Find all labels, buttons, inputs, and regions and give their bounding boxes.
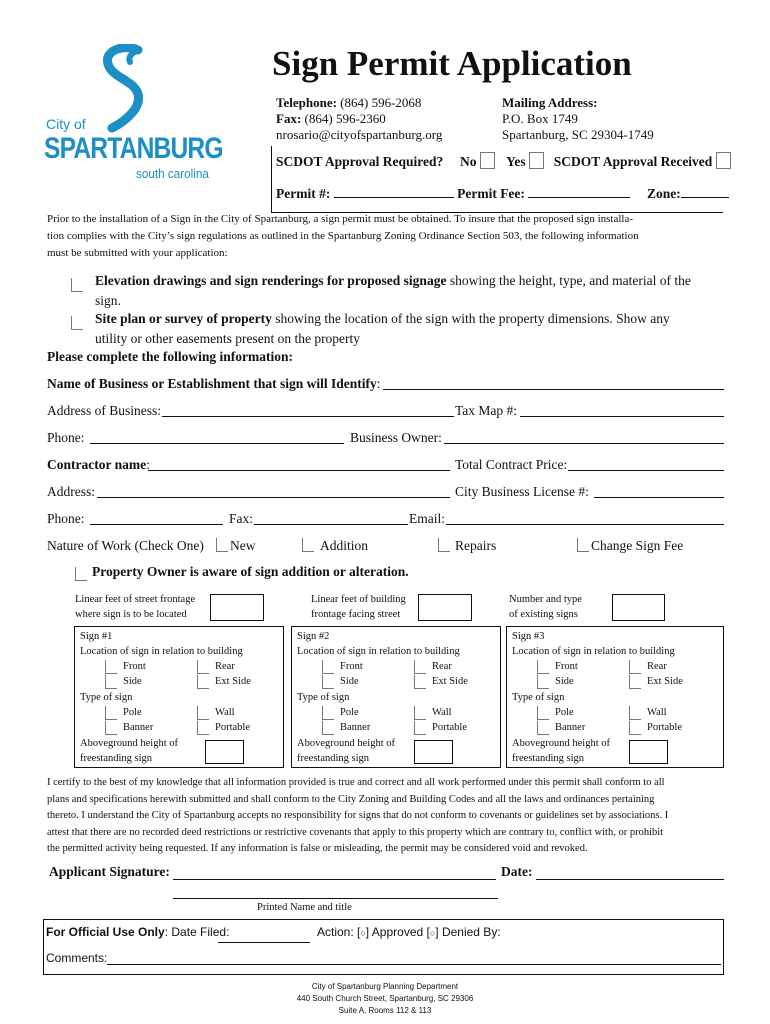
requirement-text: showing the height, type, and material of the [446, 273, 691, 288]
intro-paragraph [47, 211, 639, 262]
nature-change-label: Change Sign Fee [591, 538, 684, 553]
action-row [317, 925, 501, 939]
applicant-signature-field[interactable] [173, 879, 496, 880]
certify-line: attest that there are no recorded deed restrictions or restrictive covenants that apply to this property which are contrary to, conflict with, or prohibit [47, 826, 664, 838]
official-use-row [46, 925, 229, 939]
existing-signs-line: Number and type [509, 594, 582, 605]
sign-height-label: Aboveground height of [80, 738, 178, 749]
sign-wall-label: Wall [215, 707, 235, 718]
sign-height-input[interactable] [629, 740, 668, 764]
phone2-label: Phone: [47, 511, 85, 526]
logo-city-of: City of [46, 116, 86, 132]
building-frontage-line: frontage facing street [311, 609, 401, 620]
date-filed-label: : Date Filed: [164, 925, 230, 939]
colon: : [376, 376, 381, 391]
sign-title: Sign #1 [80, 631, 113, 642]
sign-pole-label: Pole [123, 707, 142, 718]
sign-banner-checkbox[interactable] [322, 721, 334, 735]
street-frontage-line: where sign is to be located [75, 609, 187, 620]
official-use-heading: For Official Use Only [46, 925, 165, 939]
contact-email: nrosario@cityofspartanburg.org [276, 127, 443, 142]
sign-ext-side-label: Ext Side [432, 676, 468, 687]
sign-wall-label: Wall [647, 707, 667, 718]
sign-side-label: Side [340, 676, 359, 687]
footer-line: 440 South Church Street, Spartanburg, SC 29306 [296, 994, 474, 1003]
requirement-text: showing the location of the sign with the property dimensions. Show any [271, 311, 670, 326]
sign-pole-checkbox[interactable] [322, 706, 334, 720]
sign-portable-checkbox[interactable] [197, 721, 209, 735]
denied-label: ] Denied By: [435, 925, 501, 939]
certify-line: thereto. I understand the City of Spartanburg accepts no responsibility for signs that do not conform to covenants or guidelines set by associations. I [47, 810, 669, 821]
swirl-logo-icon [94, 44, 154, 134]
sign-box-1 [74, 626, 284, 768]
nature-repairs-label: Repairs [455, 538, 497, 553]
street-frontage-line: Linear feet of street frontage [75, 594, 196, 605]
scdot-yes-label: Yes [506, 154, 526, 169]
sign-front-label: Front [340, 661, 363, 672]
footer-line: Suite A, Rooms 112 & 113 [338, 1006, 432, 1015]
mailing-line1: P.O. Box 1749 [502, 111, 578, 126]
sign-title: Sign #2 [297, 631, 330, 642]
intro-line: Prior to the installation of a Sign in the City of Spartanburg, a sign permit must be obtained. To insure that the proposed sign installa- [47, 213, 634, 225]
sign-side-label: Side [123, 676, 142, 687]
requirement-elevation [95, 271, 691, 311]
city-business-license-label: City Business License #: [455, 484, 589, 499]
sign-portable-label: Portable [215, 722, 250, 733]
address-label: Address: [47, 484, 95, 499]
sign-portable-label: Portable [432, 722, 467, 733]
logo-south-carolina: south carolina [136, 166, 209, 181]
certify-line: the permitted activity being requested. If any information is false or misleading, the permit may be considered void and revoked. [47, 843, 588, 854]
building-frontage-label [311, 592, 406, 622]
sign-banner-label: Banner [340, 722, 371, 733]
certify-line: plans and specifications herewith submitted and shall conform to the City Zoning and Building Codes and all the laws and ordinances pertaining [47, 793, 655, 805]
action-label: Action: [ [317, 925, 361, 939]
nature-repairs-checkbox[interactable] [438, 538, 450, 552]
phone2-field[interactable] [90, 524, 223, 525]
address-field[interactable] [97, 497, 450, 498]
requirement-siteplan [95, 309, 670, 349]
sign-height-label: Aboveground height of [512, 738, 610, 749]
sign-ext-side-checkbox[interactable] [414, 675, 426, 689]
sign-height-label-2: freestanding sign [80, 753, 153, 764]
sign-height-label: Aboveground height of [297, 738, 395, 749]
owner-aware-checkbox[interactable] [75, 567, 87, 581]
sign-banner-checkbox[interactable] [537, 721, 549, 735]
sign-title: Sign #3 [512, 631, 545, 642]
sign-portable-checkbox[interactable] [414, 721, 426, 735]
sign-location-label: Location of sign in relation to building [512, 646, 675, 657]
sign-type-label: Type of sign [512, 692, 565, 703]
street-frontage-input[interactable] [210, 594, 264, 621]
building-frontage-line: Linear feet of building [311, 594, 406, 605]
nature-new-checkbox[interactable] [216, 538, 228, 552]
tax-map-field[interactable] [520, 416, 724, 417]
nature-addition-checkbox[interactable] [302, 538, 314, 552]
sign-front-label: Front [123, 661, 146, 672]
sign-banner-label: Banner [555, 722, 586, 733]
requirement-elevation-checkbox[interactable] [71, 278, 83, 292]
sign-front-checkbox[interactable] [537, 660, 549, 674]
business-owner-label: Business Owner: [350, 430, 442, 445]
sign-side-checkbox[interactable] [322, 675, 334, 689]
sign-rear-label: Rear [647, 661, 667, 672]
nature-new-label: New [230, 538, 256, 553]
scdot-row [276, 152, 731, 170]
sign-side-label: Side [555, 676, 574, 687]
sign-height-input[interactable] [205, 740, 244, 764]
sign-height-input[interactable] [414, 740, 453, 764]
zone-label: Zone: [647, 186, 681, 201]
building-frontage-input[interactable] [418, 594, 472, 621]
intro-line: must be submitted with your application: [47, 247, 228, 259]
scdot-no-checkbox[interactable] [480, 152, 495, 169]
tax-map-label: Tax Map #: [455, 403, 518, 418]
permit-fee-label: Permit Fee: [457, 186, 525, 201]
sign-type-label: Type of sign [80, 692, 133, 703]
footer-line: City of Spartanburg Planning Department [311, 982, 459, 991]
sign-side-checkbox[interactable] [105, 675, 117, 689]
requirement-siteplan-checkbox[interactable] [71, 316, 83, 330]
total-contract-price-label: Total Contract Price: [455, 457, 568, 472]
scdot-yes-checkbox[interactable] [529, 152, 544, 169]
sign-front-checkbox[interactable] [322, 660, 334, 674]
printed-name-label: Printed Name and title [257, 902, 352, 913]
sign-ext-side-label: Ext Side [647, 676, 683, 687]
sign-portable-checkbox[interactable] [629, 721, 641, 735]
sign-rear-label: Rear [215, 661, 235, 672]
sign-portable-label: Portable [647, 722, 682, 733]
scdot-no-label: No [460, 154, 477, 169]
scdot-question: SCDOT Approval Required? [276, 154, 444, 169]
sign-rear-checkbox[interactable] [414, 660, 426, 674]
denied-radio[interactable]: ○ [429, 928, 436, 938]
sign-box-2 [291, 626, 501, 768]
requirement-bold: Site plan or survey of property [95, 311, 272, 326]
address-of-business-label: Address of Business: [47, 403, 161, 418]
sign-side-checkbox[interactable] [537, 675, 549, 689]
telephone-value: (864) 596-2068 [340, 95, 422, 110]
certify-line: I certify to the best of my knowledge that all information provided is true and correct and all work performed under this permit shall conform to all [47, 777, 665, 788]
city-logo [44, 44, 223, 184]
email-field-label: Email: [409, 511, 445, 526]
nature-addition-label: Addition [320, 538, 369, 553]
date-filed-field[interactable] [218, 942, 310, 943]
printed-name-field[interactable] [173, 898, 498, 899]
zone-field[interactable] [681, 197, 729, 198]
permit-row [276, 186, 729, 202]
existing-signs-line: of existing signs [509, 609, 578, 620]
date-field[interactable] [536, 879, 724, 880]
permit-number-field[interactable] [334, 197, 454, 198]
sign-rear-label: Rear [432, 661, 452, 672]
contractor-name-field[interactable] [148, 470, 450, 471]
sign-front-label: Front [555, 661, 578, 672]
business-name-text: Name of Business or Establishment that sign will Identify [47, 376, 377, 391]
contact-info [276, 95, 442, 143]
sign-banner-label: Banner [123, 722, 154, 733]
sign-ext-side-checkbox[interactable] [197, 675, 209, 689]
page-title: Sign Permit Application [272, 44, 632, 83]
sign-front-checkbox[interactable] [105, 660, 117, 674]
intro-line: tion complies with the City’s sign regulations as outlined in the Spartanburg Zoning Ordinance Section 503, the following information [47, 230, 639, 242]
sign-type-label: Type of sign [297, 692, 350, 703]
date-label: Date: [501, 864, 533, 879]
certification-paragraph [47, 775, 668, 858]
requirement-bold: Elevation drawings and sign renderings for proposed signage [95, 273, 447, 288]
footer [0, 981, 770, 1017]
total-contract-price-field[interactable] [568, 470, 724, 471]
nature-change-checkbox[interactable] [577, 538, 589, 552]
mailing-label: Mailing Address: [502, 95, 598, 110]
fax-label: Fax: [276, 111, 302, 126]
contractor-name-text: Contractor name [47, 457, 147, 472]
scdot-received-label: SCDOT Approval Received [553, 154, 713, 169]
email-field[interactable] [446, 524, 724, 525]
applicant-signature-label: Applicant Signature: [49, 864, 170, 879]
street-frontage-label [75, 592, 195, 622]
business-name-label [47, 376, 381, 392]
sign-wall-checkbox[interactable] [629, 706, 641, 720]
sign-height-label-2: freestanding sign [512, 753, 585, 764]
sign-wall-checkbox[interactable] [414, 706, 426, 720]
approved-radio[interactable]: ○ [360, 928, 366, 938]
sign-location-label: Location of sign in relation to building [297, 646, 460, 657]
address-of-business-field[interactable] [162, 416, 454, 417]
city-business-license-field[interactable] [594, 497, 724, 498]
sign-rear-checkbox[interactable] [629, 660, 641, 674]
scdot-received-checkbox[interactable] [716, 152, 731, 169]
complete-heading: Please complete the following information: [47, 349, 293, 364]
existing-signs-input[interactable] [612, 594, 665, 621]
sign-pole-checkbox[interactable] [537, 706, 549, 720]
approved-label: ] Approved [ [365, 925, 430, 939]
logo-spartanburg: SPARTANBURG [44, 132, 223, 165]
contractor-name-label [47, 457, 150, 473]
permit-number-label: Permit #: [276, 186, 331, 201]
business-name-field[interactable] [383, 389, 724, 390]
sign-box-3 [506, 626, 724, 768]
business-owner-field[interactable] [444, 443, 724, 444]
existing-signs-label [509, 592, 582, 622]
fax-field-label: Fax: [229, 511, 254, 526]
sign-rear-checkbox[interactable] [197, 660, 209, 674]
sign-height-label-2: freestanding sign [297, 753, 370, 764]
mailing-address [502, 95, 654, 143]
phone-label: Phone: [47, 430, 85, 445]
colon: : [146, 457, 150, 472]
sign-ext-side-checkbox[interactable] [629, 675, 641, 689]
requirement-cont: sign. [95, 293, 121, 308]
owner-aware-label: Property Owner is aware of sign addition or alteration. [92, 564, 409, 579]
permit-fee-field[interactable] [528, 197, 630, 198]
sign-ext-side-label: Ext Side [215, 676, 251, 687]
sign-pole-label: Pole [555, 707, 574, 718]
mailing-line2: Spartanburg, SC 29304-1749 [502, 127, 654, 142]
phone-field[interactable] [90, 443, 344, 444]
fax-value: (864) 596-2360 [304, 111, 386, 126]
comments-field[interactable] [107, 964, 721, 965]
requirement-cont: utility or other easements present on the property [95, 331, 361, 346]
sign-pole-checkbox[interactable] [105, 706, 117, 720]
comments-label: Comments: [46, 951, 108, 965]
sign-pole-label: Pole [340, 707, 359, 718]
nature-of-work-label: Nature of Work (Check One) [47, 538, 204, 553]
sign-wall-label: Wall [432, 707, 452, 718]
sign-banner-checkbox[interactable] [105, 721, 117, 735]
sign-location-label: Location of sign in relation to building [80, 646, 243, 657]
fax-field[interactable] [254, 524, 408, 525]
sign-wall-checkbox[interactable] [197, 706, 209, 720]
telephone-label: Telephone: [276, 95, 337, 110]
